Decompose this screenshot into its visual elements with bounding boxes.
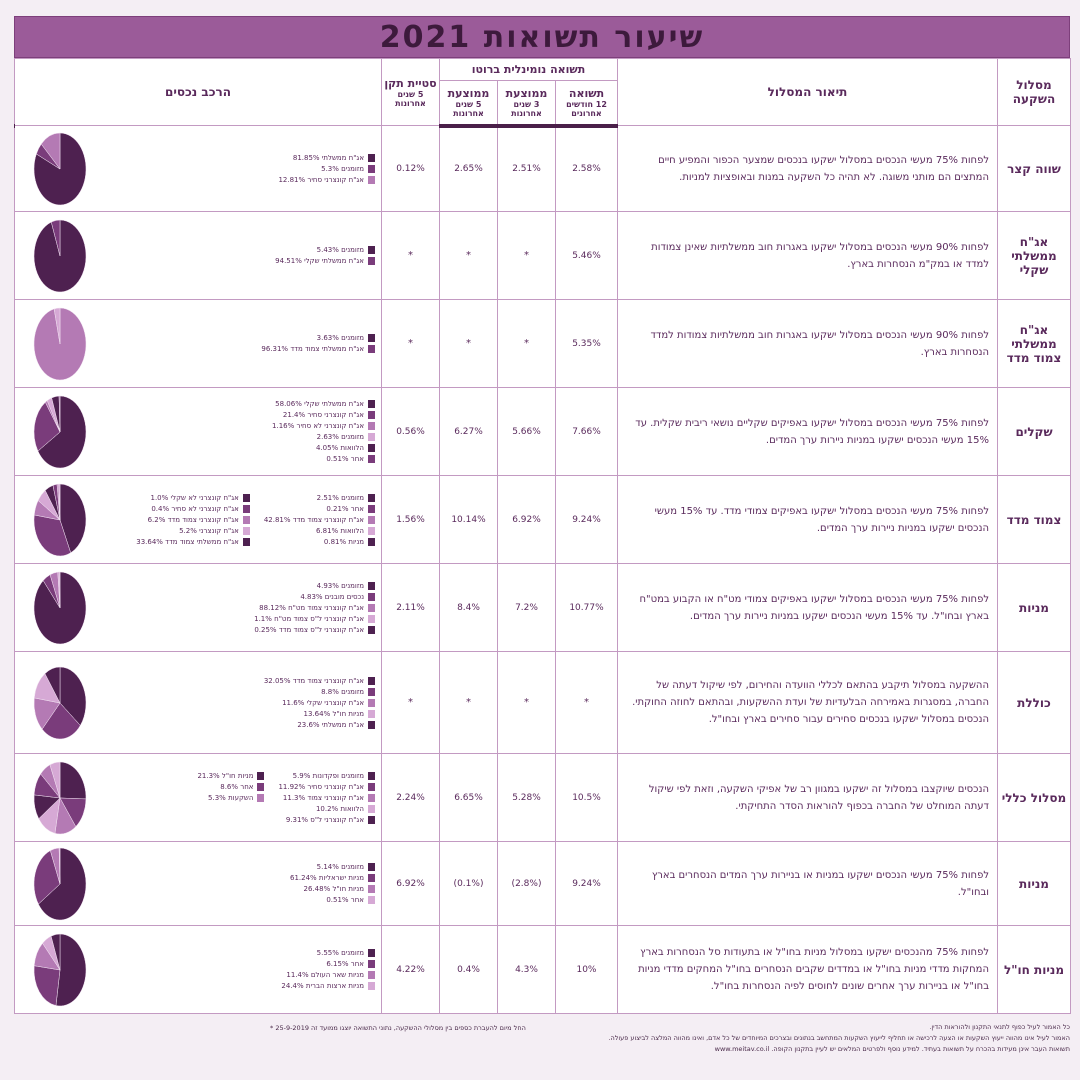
- legend-item: [272, 400, 375, 408]
- legend-swatch: [368, 154, 375, 162]
- std-dev-5y: 0.56%: [382, 388, 440, 476]
- legend-item: [272, 422, 375, 430]
- legend-item: [278, 805, 375, 813]
- legend-swatch: [368, 772, 375, 780]
- pie-slice: [56, 934, 86, 1006]
- std-dev-5y: 6.92%: [382, 842, 440, 926]
- legend-column: [197, 772, 264, 824]
- legend-item: [136, 527, 250, 535]
- legend-item: [136, 516, 250, 524]
- legend-item: [278, 783, 375, 791]
- legend-swatch: [368, 971, 375, 979]
- legend-label: אחר 8.6%: [220, 782, 254, 791]
- legend-column: [261, 334, 375, 353]
- legend-swatch: [368, 615, 375, 623]
- legend-swatch: [257, 783, 264, 791]
- composition-legend: [275, 246, 375, 265]
- return-12m: 10%: [556, 926, 618, 1014]
- composition-pie: [33, 307, 87, 381]
- asset-composition: [15, 926, 382, 1014]
- table-body: [15, 126, 1071, 1014]
- legend-label: אג"ח קונצרני סחיר 21.4%: [282, 411, 364, 419]
- legend-label: מזומנים 4.93%: [316, 581, 364, 590]
- legend-column: [264, 677, 375, 729]
- legend-item: [278, 165, 375, 173]
- header-y1-line2: 12 חודשים אחרונים: [566, 99, 607, 118]
- legend-swatch: [257, 772, 264, 780]
- return-3y: *: [498, 212, 556, 300]
- legend-item: [264, 494, 375, 502]
- track-name: מניות: [998, 564, 1071, 652]
- return-3y: 7.2%: [498, 564, 556, 652]
- legend-label: הלוואות 6.81%: [315, 526, 364, 535]
- track-name: מניות: [998, 842, 1071, 926]
- legend-label: מזומנים 2.51%: [316, 493, 364, 502]
- legend-swatch: [368, 516, 375, 524]
- legend-column: [290, 863, 375, 904]
- track-description: לפחות 90% מעשי הנכסים במסלול ישקעו באגרות חוב ממשלתיות שאינן צמודות למדד או במק"מ הנסחרות בארץ.: [618, 212, 998, 300]
- table-row: [15, 126, 1071, 212]
- composition-legend: [264, 677, 375, 729]
- legend-item: [275, 257, 375, 265]
- asset-composition: [15, 564, 382, 652]
- return-12m: 9.24%: [556, 842, 618, 926]
- header-y5: [440, 81, 498, 126]
- footer-line-3: תשואות העבר אינן מעידות בהכרח על תשואות בעתיד. למידע נוסף ולפרטים המלאים יש לעיין בתקנון הקופה. www.meitav.co.il: [714, 1045, 1070, 1053]
- legend-column: [264, 494, 375, 546]
- return-12m: 10.77%: [556, 564, 618, 652]
- legend-label: מניות חו"ל 13.64%: [303, 709, 364, 718]
- legend-label: מזומנים 3.63%: [316, 334, 364, 342]
- legend-label: מניות חו"ל 26.48%: [303, 885, 364, 893]
- header-composition: הרכב נכסים: [15, 59, 382, 126]
- legend-swatch: [368, 783, 375, 791]
- legend-swatch: [368, 699, 375, 707]
- return-3y: (2.8%): [498, 842, 556, 926]
- track-description: לפחות 75% מעשי הנכסים במסלול ישקעו באפיקים שקליים נושאי ריבית שקלית. עד 15% מעשי הנכסים ישקעו במניות ניירות ערך המדים.: [618, 388, 998, 476]
- legend-swatch: [368, 721, 375, 729]
- legend-swatch: [368, 411, 375, 419]
- asset-composition: [15, 212, 382, 300]
- return-12m: 2.58%: [556, 126, 618, 212]
- legend-column: [275, 246, 375, 265]
- legend-item: [264, 721, 375, 729]
- legend-item: [136, 505, 250, 513]
- legend-item: [197, 794, 264, 802]
- legend-item: [272, 433, 375, 441]
- composition-pie: [33, 483, 87, 557]
- legend-swatch: [368, 710, 375, 718]
- footer-line-1: כל האמור לעיל כפוף לתנאי התקנון ולהוראות הדין.: [929, 1023, 1070, 1031]
- composition-legend: [197, 772, 375, 824]
- legend-item: [290, 885, 375, 893]
- std-dev-5y: 2.11%: [382, 564, 440, 652]
- legend-label: אג"ח קונצרני 5.2%: [179, 526, 239, 535]
- composition-pie: [33, 933, 87, 1007]
- return-3y: 6.92%: [498, 476, 556, 564]
- track-name: מסלול כללי: [998, 754, 1071, 842]
- legend-label: אחר 0.51%: [326, 455, 364, 463]
- header-y1: [556, 81, 618, 126]
- legend-swatch: [368, 794, 375, 802]
- legend-label: אג"ח ממשלתי צמוד מדד 96.31%: [261, 345, 364, 353]
- header-y3-line1: ממוצעת: [505, 86, 548, 100]
- legend-item: [261, 345, 375, 353]
- legend-item: [264, 505, 375, 513]
- track-name: צמוד מדד: [998, 476, 1071, 564]
- legend-item: [278, 154, 375, 162]
- legend-item: [264, 688, 375, 696]
- legend-swatch: [243, 505, 250, 513]
- legend-label: מניות חו"ל 21.3%: [197, 771, 254, 780]
- legend-swatch: [243, 538, 250, 546]
- table-row: [15, 754, 1071, 842]
- composition-pie: [33, 395, 87, 469]
- legend-item: [281, 960, 375, 968]
- legend-label: אג"ח ממשלתי שקלי 58.06%: [275, 400, 364, 408]
- legend-item: [197, 772, 264, 780]
- header-sd-line2: 5 שנים אחרונות: [395, 89, 426, 108]
- legend-swatch: [368, 433, 375, 441]
- legend-label: הלוואות 4.05%: [315, 444, 364, 452]
- return-3y: 2.51%: [498, 126, 556, 212]
- std-dev-5y: 2.24%: [382, 754, 440, 842]
- legend-label: אג"ח קונצרני ל"ס צמוד מדד 0.25%: [254, 625, 364, 634]
- legend-swatch: [368, 422, 375, 430]
- std-dev-5y: *: [382, 652, 440, 754]
- legend-label: אג"ח קונצרני צמוד מט"ח 88.12%: [259, 603, 364, 612]
- legend-column: [281, 949, 375, 990]
- table-row: [15, 476, 1071, 564]
- legend-label: אג"ח קונצרני צמוד מדד 6.2%: [147, 515, 239, 524]
- return-3y: 5.28%: [498, 754, 556, 842]
- legend-item: [272, 444, 375, 452]
- legend-swatch: [243, 516, 250, 524]
- legend-label: מזומנים ופקדונות 5.9%: [292, 771, 364, 780]
- track-name: שווה קצר: [998, 126, 1071, 212]
- legend-label: אג"ח קונצרני צמוד מדד 42.81%: [263, 515, 364, 524]
- legend-swatch: [368, 176, 375, 184]
- legend-item: [264, 677, 375, 685]
- legend-item: [136, 538, 250, 546]
- legend-label: מניות ישראליות 61.24%: [290, 874, 364, 882]
- table-row: [15, 842, 1071, 926]
- legend-label: אג"ח קונצרני ל"ס 9.31%: [285, 815, 364, 824]
- track-description: הנכסים שיוקצבו במסלול זה ישקעו במגוון רב של אפיקי השקעה, וזאת לפי שיקול דעתה המוחלט של החברה בכפוף להוראות הסדר התחיקתי.: [618, 754, 998, 842]
- composition-pie: [33, 132, 87, 206]
- legend-swatch: [368, 863, 375, 871]
- return-3y: 4.3%: [498, 926, 556, 1014]
- legend-swatch: [368, 604, 375, 612]
- legend-swatch: [368, 455, 375, 463]
- return-12m: 7.66%: [556, 388, 618, 476]
- table-row: [15, 300, 1071, 388]
- legend-item: [254, 626, 375, 634]
- return-12m: 10.5%: [556, 754, 618, 842]
- legend-item: [264, 699, 375, 707]
- track-description: ההשקעה במסלול תיקבע בהתאם לכללי הוועדה והחירום, לפי שיקול דעתה של החברה, במסגרות באמירחה הבלעדיות של ועדת ההשקעות, ובהתאם לחוזה החוקתי. הנכסים במסלול ישקעו בנכסים סחירים עבור סחירים בארץ ובחו"ל.: [618, 652, 998, 754]
- legend-swatch: [243, 494, 250, 502]
- legend-column: [272, 400, 375, 463]
- track-description: לפחות 75% מעשי הנכסים במסלול ישקעו באפיקים צמודי מט"ח או הקבוע במט"ח בארץ ובחו"ל. עד 15% מעשי הנכסים ישקעו במניות ניירות ערך המדים.: [618, 564, 998, 652]
- std-dev-5y: 1.56%: [382, 476, 440, 564]
- composition-legend: [278, 154, 375, 184]
- legend-swatch: [243, 527, 250, 535]
- legend-item: [254, 615, 375, 623]
- legend-item: [254, 582, 375, 590]
- legend-label: מזומנים 5.14%: [316, 863, 364, 871]
- legend-item: [264, 516, 375, 524]
- return-5y: 0.4%: [440, 926, 498, 1014]
- asset-composition: [15, 388, 382, 476]
- legend-label: נכסים מובנים 4.83%: [300, 592, 364, 601]
- asset-composition: [15, 842, 382, 926]
- asset-composition: [15, 476, 382, 564]
- legend-item: [254, 593, 375, 601]
- footer: [14, 1022, 1070, 1055]
- legend-item: [264, 527, 375, 535]
- legend-column: [278, 772, 375, 824]
- footer-line-2: האמור לעיל אינו מהווה ייעוץ השקעות או הצעה לרכישה או תחליף לייעוץ השקעות המתחשב בנתונים ובצרכים המיוחדים של כל אדם, ואינו מהווה המלצה לביצוע פעולה.: [608, 1034, 1070, 1042]
- composition-pie: [33, 847, 87, 921]
- legend-item: [264, 538, 375, 546]
- legend-item: [281, 971, 375, 979]
- std-dev-5y: 4.22%: [382, 926, 440, 1014]
- legend-item: [278, 794, 375, 802]
- pie-slice: [60, 762, 86, 799]
- track-description: לפחות 75% מעשי הנכסים ישקעו במניות או בניירות ערך המדים הנסחרים בארץ ובחו"ל.: [618, 842, 998, 926]
- composition-legend: [261, 334, 375, 353]
- asset-composition: [15, 754, 382, 842]
- table-row: [15, 212, 1071, 300]
- composition-pie: [33, 219, 87, 293]
- legend-label: מניות 0.81%: [323, 537, 364, 546]
- report-sheet: [14, 16, 1070, 1014]
- header-y5-line2: 5 שנים אחרונות: [453, 99, 484, 118]
- header-y3: [498, 81, 556, 126]
- asset-composition: [15, 652, 382, 754]
- legend-item: [290, 863, 375, 871]
- composition-legend: [136, 494, 375, 546]
- legend-item: [281, 949, 375, 957]
- pie-slice: [34, 965, 60, 1005]
- legend-label: אג"ח קונצרני לא שקלי 1.0%: [150, 493, 239, 502]
- legend-swatch: [368, 257, 375, 265]
- return-3y: 5.66%: [498, 388, 556, 476]
- legend-swatch: [368, 816, 375, 824]
- legend-swatch: [368, 444, 375, 452]
- track-description: לפחות 75% מהנכסים ישקעו במסלול מניות בחו"ל או בתעודות סל הנסחרות בארץ המחקות מדדי מניות בחו"ל או במדדים שקבים הנסחרים בחו"ל המחקים מדדי מניות בחו"ל או בניירות ערך אחרים שונים לחוסים לפיה הנסחרות בחו"ל.: [618, 926, 998, 1014]
- track-description: לפחות 75% מעשי הנכסים במסלול ישקעו בנכסים שמצער הכפור והמפיע חיים המתצים הם מותני משוגה. לא תהיה כל השקעה במנות ובאופציות למניות.: [618, 126, 998, 212]
- return-3y: *: [498, 652, 556, 754]
- return-5y: *: [440, 212, 498, 300]
- legend-item: [275, 246, 375, 254]
- legend-label: אג"ח קונצרני ל"ס צמוד מט"ח 1.1%: [254, 614, 364, 623]
- track-name: אג"ח ממשלתי שקלי: [998, 212, 1071, 300]
- header-y1-line1: תשואה: [568, 86, 605, 100]
- legend-label: אג"ח קונצרני לא סחיר 1.16%: [272, 422, 364, 430]
- header-sd: [382, 59, 440, 126]
- legend-swatch: [368, 334, 375, 342]
- header-y5-line1: ממוצעת: [447, 86, 490, 100]
- std-dev-5y: *: [382, 212, 440, 300]
- legend-item: [272, 411, 375, 419]
- table-row: [15, 652, 1071, 754]
- asset-composition: [15, 126, 382, 212]
- legend-swatch: [368, 688, 375, 696]
- composition-legend: [272, 400, 375, 463]
- track-name: שקלים: [998, 388, 1071, 476]
- legend-item: [281, 982, 375, 990]
- legend-swatch: [368, 960, 375, 968]
- header-sd-line1: סטיית תקן: [384, 76, 437, 90]
- legend-item: [272, 455, 375, 463]
- composition-legend: [290, 863, 375, 904]
- return-5y: 6.27%: [440, 388, 498, 476]
- composition-pie: [33, 761, 87, 835]
- legend-swatch: [368, 505, 375, 513]
- legend-label: אחר 0.51%: [326, 896, 364, 904]
- return-3y: *: [498, 300, 556, 388]
- legend-item: [136, 494, 250, 502]
- legend-label: אג"ח קונצרני לא סחיר 0.4%: [151, 504, 239, 513]
- legend-label: אג"ח ממשלתי שקלי 94.51%: [275, 257, 364, 265]
- legend-label: מזומנים 5.55%: [316, 949, 364, 957]
- return-12m: 9.24%: [556, 476, 618, 564]
- returns-table: [14, 58, 1071, 1014]
- track-name: מניות חו"ל: [998, 926, 1071, 1014]
- composition-legend: [281, 949, 375, 990]
- legend-label: אג"ח ממשלתי 81.85%: [292, 153, 364, 162]
- legend-label: אג"ח קונצרני צמוד מדד 32.05%: [263, 676, 364, 685]
- legend-item: [254, 604, 375, 612]
- header-track: מסלול השקעה: [998, 59, 1071, 126]
- std-dev-5y: 0.12%: [382, 126, 440, 212]
- legend-item: [264, 710, 375, 718]
- track-name: כוללת: [998, 652, 1071, 754]
- legend-swatch: [368, 345, 375, 353]
- legend-label: מניות שאר העולם 11.4%: [286, 971, 364, 979]
- legend-swatch: [368, 885, 375, 893]
- legend-label: השקעות 5.3%: [208, 793, 254, 802]
- legend-label: אג"ח קונצרני סחיר 11.92%: [278, 782, 364, 791]
- return-12m: 5.46%: [556, 212, 618, 300]
- legend-item: [278, 176, 375, 184]
- legend-swatch: [368, 400, 375, 408]
- composition-pie: [33, 571, 87, 645]
- legend-swatch: [368, 494, 375, 502]
- return-5y: 8.4%: [440, 564, 498, 652]
- legend-swatch: [368, 949, 375, 957]
- header-description: תיאור המסלול: [618, 59, 998, 126]
- track-description: לפחות 90% מעשי הנכסים במסלול ישקעו באגרות חוב ממשלתיות צמודות למדד הנסחרות בארץ.: [618, 300, 998, 388]
- legend-item: [290, 896, 375, 904]
- table-row: [15, 564, 1071, 652]
- return-5y: 10.14%: [440, 476, 498, 564]
- legend-item: [278, 816, 375, 824]
- return-5y: 2.65%: [440, 126, 498, 212]
- legend-swatch: [368, 626, 375, 634]
- legend-swatch: [368, 246, 375, 254]
- page-title: שיעור תשואות 2021: [379, 19, 705, 55]
- legend-swatch: [368, 527, 375, 535]
- footnote: * החל מיום להעברת כספים בין מסלולי ההשקעה, נתוני התשואה יוצגו ממועד זה 25-9-2019: [270, 1024, 526, 1032]
- legend-label: אג"ח ממשלתי 23.6%: [297, 720, 364, 729]
- return-12m: *: [556, 652, 618, 754]
- legend-label: מזומנים 2.63%: [316, 433, 364, 441]
- return-5y: *: [440, 300, 498, 388]
- legend-swatch: [368, 874, 375, 882]
- legend-swatch: [368, 677, 375, 685]
- return-5y: (0.1%): [440, 842, 498, 926]
- legend-swatch: [368, 582, 375, 590]
- legend-label: הלוואות 10.2%: [315, 804, 364, 813]
- legend-label: אג"ח קונצרני סחיר 12.81%: [278, 175, 364, 184]
- legend-column: [278, 154, 375, 184]
- legend-swatch: [368, 165, 375, 173]
- legend-column: [136, 494, 250, 546]
- composition-legend: [254, 582, 375, 634]
- asset-composition: [15, 300, 382, 388]
- title-bar: [14, 16, 1070, 58]
- track-description: לפחות 75% מעשי הנכסים במסלול ישקעו באפיקים צמודי מדד. עד 15% מעשי הנכסים ישקעו במניות ניירות ערך המדים.: [618, 476, 998, 564]
- legend-label: מזומנים 5.43%: [316, 246, 364, 254]
- legend-item: [278, 772, 375, 780]
- legend-label: אחר 6.15%: [326, 960, 364, 968]
- header-y3-line2: 3 שנים אחרונות: [511, 99, 542, 118]
- legend-item: [261, 334, 375, 342]
- legend-label: אחר 0.21%: [326, 504, 364, 513]
- legend-label: אג"ח ממשלתי צמוד מדד 33.64%: [136, 537, 239, 546]
- legend-swatch: [368, 982, 375, 990]
- legend-item: [290, 874, 375, 882]
- return-5y: *: [440, 652, 498, 754]
- return-12m: 5.35%: [556, 300, 618, 388]
- legend-label: מניות ארצות הברית 24.4%: [281, 982, 364, 990]
- legend-label: מזומנים 8.8%: [321, 687, 364, 696]
- track-name: אג"ח ממשלתי צמוד מדד: [998, 300, 1071, 388]
- legend-swatch: [368, 896, 375, 904]
- header-nominal: תשואה נומינלית ברוטו: [440, 59, 618, 81]
- legend-label: מזומנים 5.3%: [321, 164, 364, 173]
- legend-item: [197, 783, 264, 791]
- table-row: [15, 926, 1071, 1014]
- legend-swatch: [368, 538, 375, 546]
- legend-swatch: [368, 805, 375, 813]
- std-dev-5y: *: [382, 300, 440, 388]
- legend-swatch: [368, 593, 375, 601]
- legend-swatch: [257, 794, 264, 802]
- legend-label: אג"ח קונצרני שקלי 11.6%: [282, 698, 364, 707]
- table-row: [15, 388, 1071, 476]
- return-5y: 6.65%: [440, 754, 498, 842]
- legend-column: [254, 582, 375, 634]
- composition-pie: [33, 666, 87, 740]
- legend-label: אג"ח קונצרני צמוד 11.3%: [282, 793, 364, 802]
